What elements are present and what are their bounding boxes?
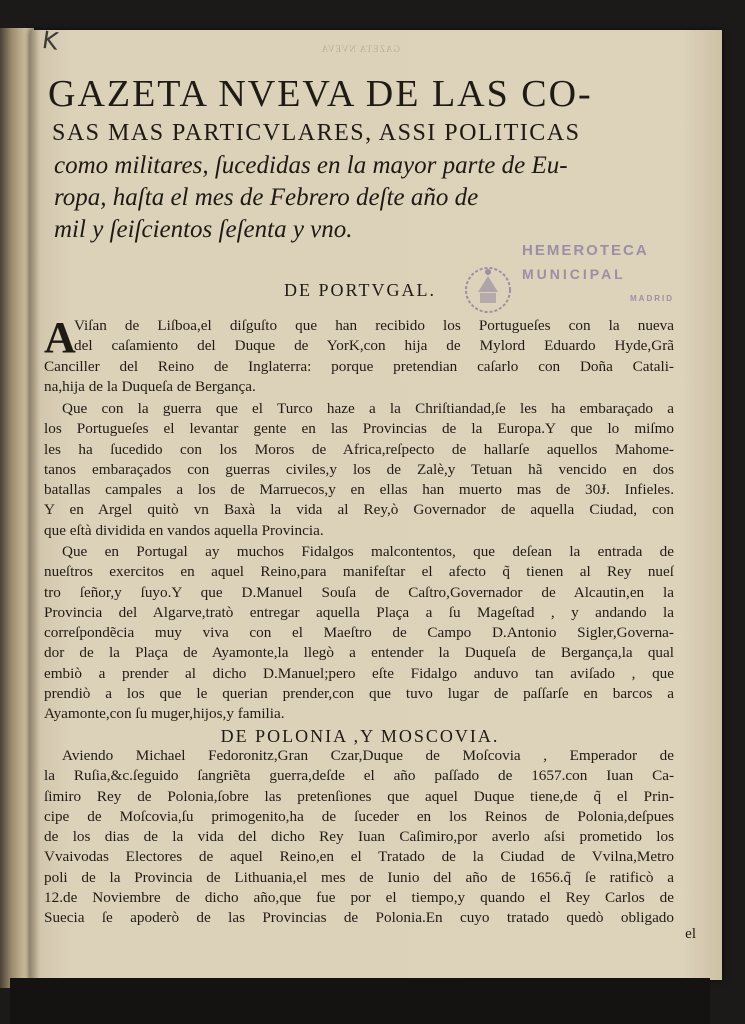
gazette-page: [30, 25, 722, 980]
text-line: Que en Portugal ay muchos Fidalgos malcontentos, que deſean la entrada de: [62, 543, 674, 560]
text-line: poli de la Provincia de Lithuania,el mes de Iunio del año de 1656.q̃ ſe ratificò a: [44, 868, 674, 886]
text-line: los Portugueſes el levantar gente en las Provincias de la Europa.Y que lo miſmo: [44, 420, 674, 438]
title-line-5: mil y ſeiſcientos ſeſenta y vno.: [54, 216, 353, 243]
title-line-3: como militares, ſucedidas en la mayor parte de Eu-: [54, 152, 568, 179]
text-line: dor de la Plaça de Ayamonte,la llegò a entender la Duqueſa de Bergança,la qual: [44, 644, 674, 662]
text-line: batallas campales a los de Marruecos,y en ellas han muerto mas de 30Ɉ. Infieles.: [44, 481, 674, 499]
text-line: nueſtros exercitos en aquel Reino,para manifeſtar el afecto q̃ tienen al Rey nueſ: [44, 563, 674, 581]
gutter-shadow: [30, 30, 40, 980]
text-line: correſpondẽcia muy viva con el Maeſtro de Campo D.Antonio Sigler,Governa-: [44, 624, 674, 642]
text-line: que eſtà dividida en vandos aquella Provincia.: [44, 521, 324, 539]
text-line: Y en Argel quitò vn Baxà la vida al Rey,ò Governador de aquella Ciudad, con: [44, 501, 674, 519]
show-through-text: GAZETA NVEVA: [320, 44, 400, 54]
section-heading-portugal: DE PORTVGAL.: [284, 280, 436, 300]
text-line: tanos embaraçados con guerras civiles,y los de Zalè,y Tetuan hã vencido en dos: [44, 460, 674, 478]
title-line-2: SAS MAS PARTICVLARES, ASSI POLITICAS: [52, 120, 581, 146]
binding-edge: [0, 28, 34, 988]
stamp-line-3: MADRID: [630, 294, 674, 303]
text-line: embiò a prender al dicho D.Manuel;pero eſte Fidalgo anduvo tan aviſado , que: [44, 664, 674, 682]
text-line: la Ruſia,&c.ſeguido ſangriẽta guerra,deſde el año paſſado de 1657.con Iuan Ca-: [44, 767, 674, 785]
polonia-paragraph: [44, 746, 674, 929]
text-line: de los dias de la vida del dicho Rey Iuan Caſimiro,por averlo aſsi prometido los: [44, 828, 674, 846]
title-line-1: GAZETA NVEVA DE LAS CO-: [48, 73, 593, 115]
text-line: Que con la guerra que el Turco haze a la Chriſtiandad,ſe les ha embaraçado a: [62, 400, 674, 417]
portugal-paragraph-3: [44, 542, 674, 725]
section-heading-polonia: DE POLONIA ,Y MOSCOVIA.: [220, 726, 500, 746]
title-block: [40, 72, 680, 246]
text-line: cipe de Moſcovia,ſu primogenito,ha de ſuceder en los Reinos de Polonia,deſpues: [44, 807, 674, 825]
text-line: Provincia del Algarve,tratò entregar aquella Plaça a ſu Mageſtad , y andando la: [44, 603, 674, 621]
scan-background: [10, 978, 710, 1024]
text-line: Canciller del Reino de Inglaterra: porque pretendian caſarlo con Doña Catali-: [44, 357, 674, 375]
catchword: el: [685, 926, 696, 942]
text-line: Aviendo Michael Fedoronitz,Gran Czar,Duque de Moſcovia , Emperador de: [62, 747, 674, 764]
text-line: les ha ſucedido con los Moros de Africa,reſpecto de hallarſe aquellos Mahome-: [44, 440, 674, 458]
text-line: ſimiro Rey de Polonia,ſobre las pretenſiones que aquel Duque tiene,de q̃ el Prin-: [44, 787, 674, 805]
stamp-line-2: MUNICIPAL: [522, 266, 626, 282]
text-line: Ayamonte,con ſu muger,hijos,y familia.: [44, 705, 285, 723]
drop-cap: A: [44, 313, 76, 362]
stamp-line-1: HEMEROTECA: [522, 242, 649, 259]
portugal-paragraph-2: [44, 399, 674, 541]
text-line: Suecia ſe apoderò de las Provincias de Polonia.En cuyo tratado quedò obligado: [44, 909, 674, 927]
library-stamp: [460, 238, 692, 318]
text-line: Vvaivodas Electores de aquel Reino,en el Tratado de la Ciudad de Vvilna,Metro: [44, 848, 674, 866]
text-line: 12.de Noviembre de dicho año,que fue por el tiempo,y quando el Rey Carlos de: [44, 889, 674, 907]
text-line: na,hija de la Duqueſa de Bergança.: [44, 377, 256, 395]
text-line: del caſamiento del Duque de YorK,con hija de Mylord Eduardo Hyde,Grã: [74, 337, 674, 355]
text-line: tro ſeñor,y ſuyo.Y que D.Manuel Souſa de Caſtro,Governador de Alcautin,en la: [44, 583, 674, 601]
text-line: prendiò a los que le querian prender,con que tuvo lugar de paſſarſe en barcos a: [44, 685, 674, 703]
title-line-4: ropa, haſta el mes de Febrero deſte año de: [54, 184, 479, 211]
margin-pencil-mark: K: [40, 25, 60, 56]
portugal-paragraph-1: [44, 313, 674, 397]
text-line: Viſan de Liſboa,el diſguſto que han recibido los Portugueſes con la nueva: [74, 317, 674, 334]
